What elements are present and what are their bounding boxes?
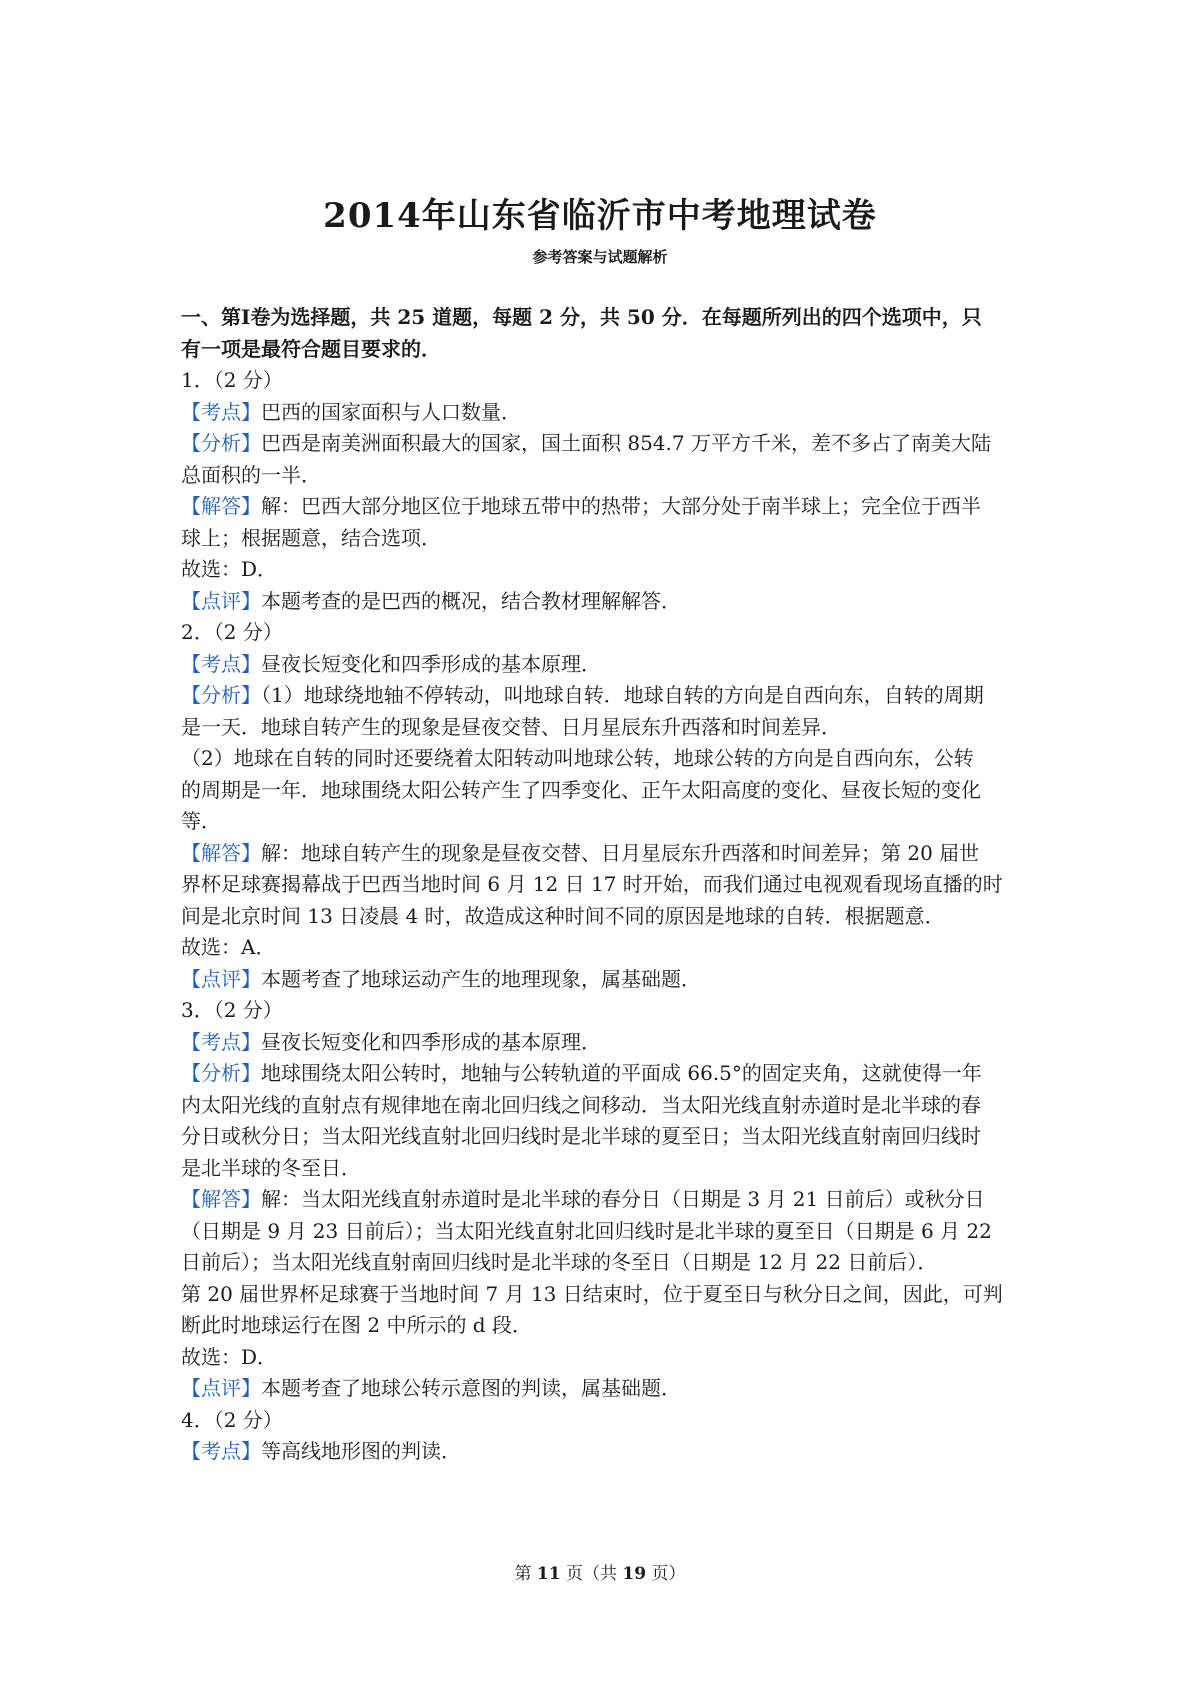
text-line: 2．（2 分）	[181, 620, 283, 644]
section-tag: 【点评】	[181, 966, 261, 991]
text-line: 断此时地球运行在图 2 中所示的 d 段．	[181, 1313, 532, 1337]
text-line: 故选：D．	[181, 1344, 278, 1369]
tagged-line-text: 昼夜长短变化和四季形成的基本原理．	[261, 651, 601, 676]
text-line: （日期是 9 月 23 日前后）；当太阳光线直射北回归线时是北半球的夏至日（日期是 6 月 22	[181, 1218, 992, 1243]
tagged-line-text: 解：巴西大部分地区位于地球五带中的热带；大部分处于南半球上；完全位于西半	[261, 494, 981, 518]
text-line: 4．（2 分）	[181, 1407, 283, 1432]
tagged-line	[181, 1027, 1023, 1059]
section-tag: 【考点】	[181, 399, 261, 424]
text-line: （2）地球在自转的同时还要绕着太阳转动叫地球公转，地球公转的方向是自西向东，公转	[181, 746, 974, 770]
text-line: 3．（2 分）	[181, 998, 283, 1022]
tagged-line-text: 昼夜长短变化和四季形成的基本原理．	[261, 1029, 601, 1054]
tagged-line	[181, 397, 1023, 429]
text-line: 等．	[181, 809, 221, 833]
section-heading-line: 一、第Ⅰ卷为选择题，共 25 道题，每题 2 分，共 50 分．在每题所列出的四个选项中，只	[181, 305, 982, 329]
text-line: 的周期是一年．地球围绕太阳公转产生了四季变化、正午太阳高度的变化、昼夜长短的变化	[181, 777, 981, 802]
tagged-line	[181, 1373, 1023, 1405]
section-tag: 【分析】	[181, 1061, 261, 1085]
tagged-line-text: （1）地球绕地轴不停转动，叫地球自转．地球自转的方向是自西向东，自转的周期	[261, 683, 984, 707]
text-line: 界杯足球赛揭幕战于巴西当地时间 6 月 12 日 17 时开始，而我们通过电视观看现场直播的时	[181, 872, 1003, 896]
tagged-line-text: 巴西是南美洲面积最大的国家，国土面积 854.7 万平方千米，差不多占了南美大陆	[261, 431, 991, 455]
section-tag: 【分析】	[181, 683, 261, 707]
tagged-line	[181, 838, 1023, 870]
document-subtitle: 参考答案与试题解析	[532, 248, 668, 266]
text-line: 1．（2 分）	[181, 368, 283, 392]
text-line: 球上；根据题意，结合选项．	[181, 525, 441, 550]
footer-middle: 页（共	[560, 1564, 623, 1584]
section-tag: 【解答】	[181, 494, 261, 518]
text-line: 第 20 届世界杯足球赛于当地时间 7 月 13 日结束时，位于夏至日与秋分日之间，因此，可判	[181, 1281, 1003, 1306]
section-heading-line: 有一项是最符合题目要求的．	[181, 336, 441, 361]
footer-suffix: 页）	[646, 1564, 686, 1584]
tagged-line-text: 等高线地形图的判读．	[261, 1439, 461, 1463]
answer-content	[181, 302, 1023, 1468]
text-line: 间是北京时间 13 日凌晨 4 时，故造成这种时间不同的原因是地球的自转．根据题意．	[181, 903, 945, 928]
tagged-line	[181, 964, 1023, 996]
page-footer	[0, 1559, 1200, 1584]
tagged-line	[181, 1058, 1023, 1090]
section-tag: 【考点】	[181, 1439, 261, 1463]
section-tag: 【考点】	[181, 651, 261, 676]
tagged-line	[181, 428, 1023, 460]
tagged-line	[181, 680, 1023, 712]
section-tag: 【点评】	[181, 1376, 261, 1400]
text-line: 分日或秋分日；当太阳光线直射北回归线时是北半球的夏至日；当太阳光线直射南回归线时	[181, 1124, 981, 1148]
section-tag: 【解答】	[181, 1187, 261, 1211]
text-line: 日前后）；当太阳光线直射南回归线时是北半球的冬至日（日期是 12 月 22 日前后）．	[181, 1250, 938, 1274]
tagged-line-text: 本题考查了地球公转示意图的判读，属基础题．	[261, 1376, 681, 1400]
document-title: 2014年山东省临沂市中考地理试卷	[323, 196, 877, 236]
text-line: 是一天．地球自转产生的现象是昼夜交替、日月星辰东升西落和时间差异．	[181, 714, 841, 739]
footer-total-pages: 19	[622, 1564, 647, 1584]
tagged-line-text: 解：地球自转产生的现象是昼夜交替、日月星辰东升西落和时间差异；第 20 届世	[261, 840, 980, 865]
section-tag: 【点评】	[181, 588, 261, 613]
tagged-line-text: 本题考查了地球运动产生的地理现象，属基础题．	[261, 966, 701, 991]
tagged-line-text: 地球围绕太阳公转时，地轴与公转轨道的平面成 66.5°的固定夹角，这就使得一年	[261, 1061, 982, 1085]
section-tag: 【分析】	[181, 431, 261, 455]
tagged-line	[181, 491, 1023, 523]
text-line: 内太阳光线的直射点有规律地在南北回归线之间移动．当太阳光线直射赤道时是北半球的春	[181, 1092, 981, 1117]
text-line: 故选：A．	[181, 935, 276, 959]
text-line: 是北半球的冬至日．	[181, 1155, 361, 1180]
tagged-line-text: 巴西的国家面积与人口数量．	[261, 399, 521, 424]
tagged-line	[181, 1184, 1023, 1216]
tagged-line-text: 解：当太阳光线直射赤道时是北半球的春分日（日期是 3 月 21 日前后）或秋分日	[261, 1187, 985, 1211]
tagged-line	[181, 586, 1023, 618]
tagged-line	[181, 1436, 1023, 1468]
section-tag: 【解答】	[181, 840, 261, 865]
text-line: 故选：D．	[181, 557, 278, 581]
tagged-line	[181, 649, 1023, 681]
section-tag: 【考点】	[181, 1029, 261, 1054]
footer-prefix: 第	[514, 1564, 537, 1584]
footer-page-number: 11	[536, 1564, 561, 1584]
tagged-line-text: 本题考查的是巴西的概况，结合教材理解解答．	[261, 588, 681, 613]
text-line: 总面积的一半．	[181, 462, 321, 487]
